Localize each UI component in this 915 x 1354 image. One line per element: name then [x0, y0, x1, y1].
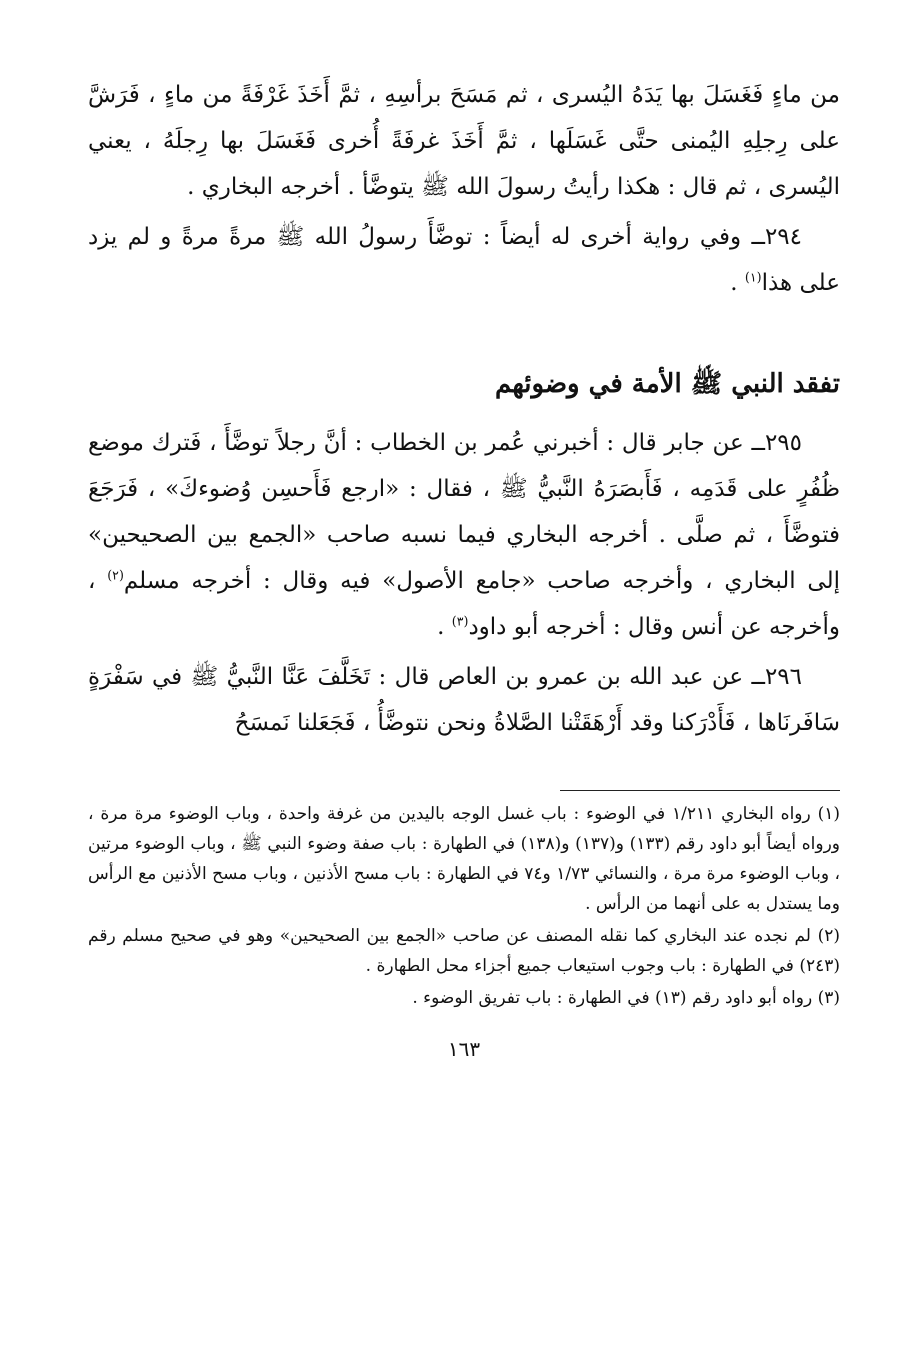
section-heading: تفقد النبي ﷺ الأمة في وضوئهم	[495, 369, 840, 399]
footnote-marker-2[interactable]: (٢)	[107, 567, 124, 583]
paragraph-296: ٢٩٦ــ عن عبد الله بن عمرو بن العاص قال : تَخَلَّفَ عَنَّا النَّبيُّ ﷺ في سَفْرَةٍ سَافَرنَاها ، فَأَدْرَكنا وقد أَرْهَقَتْنا الصَّلاةُ ونحن نتوضَّأُ ، فَجَعَلنا نَمسَحُ	[88, 664, 840, 736]
paragraph-294-text: ٢٩٤ــ وفي رواية أخرى له أيضاً : توضَّأَ رسولُ الله ﷺ مرةً مرةً و لم يزد على هذا	[88, 224, 840, 296]
footnote-separator	[560, 790, 840, 791]
footnote-marker-3[interactable]: (٣)	[451, 613, 469, 629]
main-text	[88, 72, 840, 746]
paragraph-294	[88, 214, 840, 306]
paragraph-continuation: من ماءٍ فَغَسَلَ بها يَدَهُ اليُسرى ، ثم مَسَحَ برأسِهِ ، ثمَّ أَخَذَ غَرْفَةً من ماءٍ ، فَرَشَّ على رِجلِهِ اليُمنى حتَّى غَسَلَها ، ثمَّ أَخَذَ غرفَةً أُخرى فَغَسَلَ بها رِجلَهُ ، يعني اليُسرى ، ثم قال : هكذا رأيتُ رسولَ الله ﷺ يتوضَّأ . أخرجه البخاري .	[88, 82, 840, 200]
footnote-3: (٣) رواه أبو داود رقم (١٣) في الطهارة : باب تفريق الوضوء .	[412, 988, 840, 1008]
page-number: ١٦٣	[447, 1037, 481, 1061]
footnote-2: (٢) لم نجده عند البخاري كما نقله المصنف عن صاحب «الجمع بين الصحيحين» وهو في صحيح مسلم رقم (٢٤٣) في الطهارة : باب وجوب استيعاب جميع أجزاء محل الطهارة .	[88, 926, 840, 976]
paragraph-295-end: .	[437, 614, 452, 640]
footnote-marker-1[interactable]: (١)	[744, 269, 762, 285]
paragraph-295-text: ٢٩٥ــ عن جابر قال : أخبرني عُمر بن الخطاب : أنَّ رجلاً توضَّأَ ، فَترك موضع ظُفُرٍ على قَدَمِه ، فَأَبصَرَهُ النَّبيُّ ﷺ ، فقال : «ارجع فَأَحسِن وُضوءكَ» ، فَرَجَعَ فتوضَّأَ ، ثم صلَّى . أخرجه البخاري فيما نسبه صاحب «الجمع بين الصحيحين» إلى البخاري ، وأخرجه صاحب «جامع الأصول» فيه وقال : أخرجه مسلم	[88, 430, 840, 594]
paragraph-295	[88, 420, 840, 650]
footnotes	[88, 799, 840, 1013]
paragraph-294-end: .	[730, 270, 745, 296]
footnote-1: (١) رواه البخاري ١/٢١١ في الوضوء : باب غسل الوجه باليدين من غرفة واحدة ، وباب الوضوء مرة مرة ، ورواه أيضاً أبو داود رقم (١٣٣) و(١٣٧) و(١٣٨) في الطهارة : باب صفة وضوء النبي ﷺ ، وباب الوضوء مرتين ، وباب الوضوء مرة مرة ، والنسائي ١/٧٣ و٧٤ في الطهارة : باب مسح الأذنين ، وباب مسح الأذنين مع الرأس وما يستدل به على أنهما من الرأس .	[88, 804, 840, 914]
book-page	[88, 72, 840, 1302]
paragraph-295-text-cont: ، وأخرجه عن أنس وقال : أخرجه أبو داود	[88, 568, 840, 640]
